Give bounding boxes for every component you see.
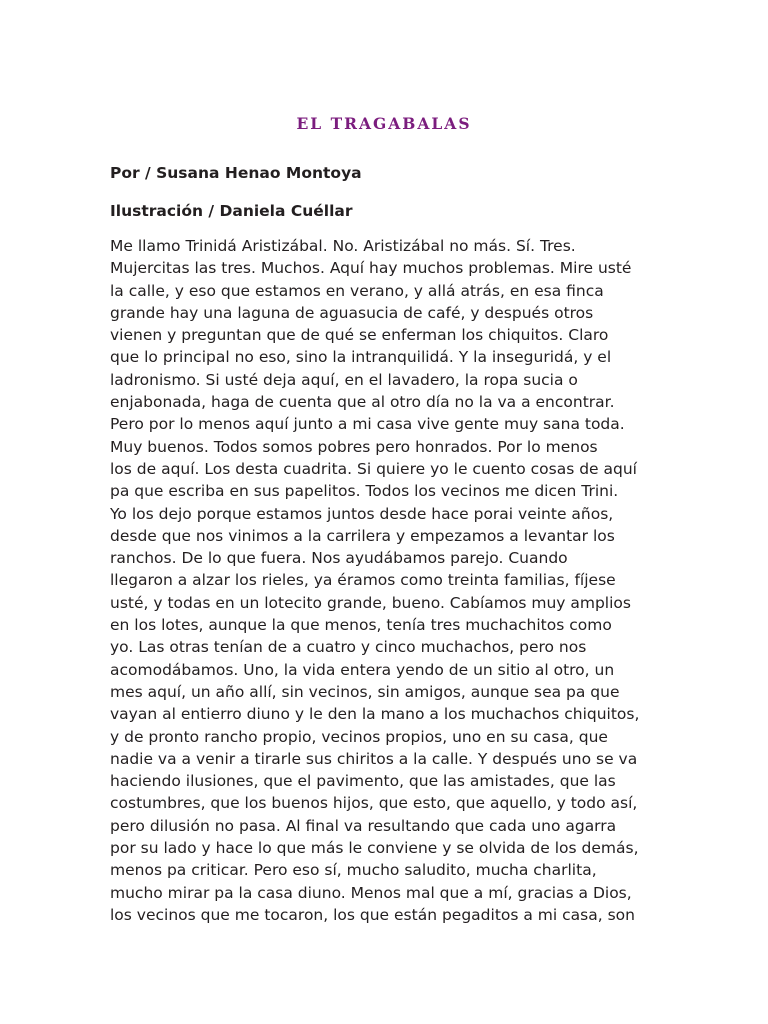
illustration-credit: Ilustración / Daniela Cuéllar [110, 202, 353, 220]
body-line: Me llamo Trinidá Aristizábal. No. Aristizábal no más. Sí. Tres. [110, 237, 576, 255]
body-line: acomodábamos. Uno, la vida entera yendo de un sitio al otro, un [110, 660, 615, 679]
body-line: costumbres, que los buenos hijos, que esto, que aquello, y todo así, [110, 794, 638, 813]
body-line: menos pa criticar. Pero eso sí, mucho saludito, mucha charlita, [110, 861, 597, 880]
body-line: vienen y preguntan que de qué se enferman los chiquitos. Claro [110, 326, 609, 345]
body-line: yo. Las otras tenían de a cuatro y cinco muchachos, pero nos [110, 638, 587, 657]
body-line: la calle, y eso que estamos en verano, y allá atrás, en esa finca [110, 281, 604, 300]
body-line: que lo principal no eso, sino la intranquilidá. Y la inseguridá, y el [110, 348, 612, 367]
body-line: y de pronto rancho propio, vecinos propios, uno en su casa, que [110, 727, 608, 746]
body-line: mes aquí, un año allí, sin vecinos, sin amigos, aunque sea pa que [110, 682, 620, 701]
body-line: ladronismo. Si usté deja aquí, en el lavadero, la ropa sucia o [110, 370, 578, 389]
body-line: usté, y todas en un lotecito grande, bueno. Cabíamos muy amplios [110, 593, 631, 612]
body-line: desde que nos vinimos a la carrilera y empezamos a levantar los [110, 526, 615, 545]
body-line: Mujercitas las tres. Muchos. Aquí hay muchos problemas. Mire usté [110, 259, 632, 278]
body-line: nadie va a venir a tirarle sus chiritos a la calle. Y después uno se va [110, 749, 638, 768]
body-line: mucho mirar pa la casa diuno. Menos mal que a mí, gracias a Dios, [110, 883, 632, 902]
body-line: grande hay una laguna de aguasucia de café, y después otros [110, 303, 594, 322]
body-line: los vecinos que me tocaron, los que están pegaditos a mi casa, son [110, 905, 635, 924]
body-line: Pero por lo menos aquí junto a mi casa vive gente muy sana toda. [110, 415, 625, 434]
body-line: en los lotes, aunque la que menos, tenía tres muchachitos como [110, 616, 612, 635]
body-line: por su lado y hace lo que más le conviene y se olvida de los demás, [110, 839, 639, 858]
story-body [110, 235, 666, 926]
body-line: vayan al entierro diuno y le den la mano a los muchachos chiquitos, [110, 705, 640, 724]
body-line: pa que escriba en sus papelitos. Todos los vecinos me dicen Trini. [110, 482, 619, 501]
author-credit: Por / Susana Henao Montoya [110, 164, 362, 182]
body-line: pero dilusión no pasa. Al final va resultando que cada uno agarra [110, 816, 617, 835]
body-line: Yo los dejo porque estamos juntos desde hace porai veinte años, [110, 504, 614, 523]
body-line: haciendo ilusiones, que el pavimento, que las amistades, que las [110, 772, 616, 791]
body-line: enjabonada, haga de cuenta que al otro día no la va a encontrar. [110, 393, 615, 412]
body-line: llegaron a alzar los rieles, ya éramos como treinta familias, fíjese [110, 571, 616, 590]
story-title: EL TRAGABALAS [296, 114, 472, 133]
body-line: ranchos. De lo que fuera. Nos ayudábamos parejo. Cuando [110, 549, 568, 568]
body-line: Muy buenos. Todos somos pobres pero honrados. Por lo menos [110, 437, 598, 456]
body-line: los de aquí. Los desta cuadrita. Si quiere yo le cuento cosas de aquí [110, 459, 637, 478]
